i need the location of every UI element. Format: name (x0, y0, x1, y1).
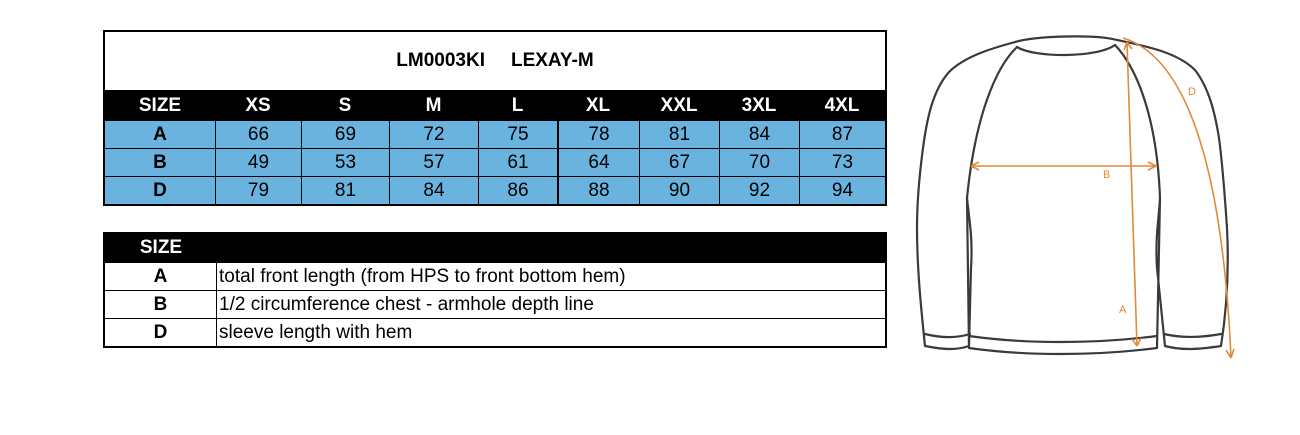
measurement-legend (103, 232, 887, 348)
table-cell: 66 (215, 121, 301, 148)
table-cell: 72 (389, 121, 478, 148)
legend-header-label: SIZE (139, 237, 183, 258)
size-header-m: M (425, 94, 442, 116)
table-cell: 61 (478, 149, 557, 176)
legend-description: 1/2 circumference chest - armhole depth line (219, 293, 594, 315)
table-row (105, 120, 885, 148)
table-cell: 70 (719, 149, 799, 176)
legend-description: total front length (from HPS to front bottom hem) (219, 265, 626, 287)
list-item (105, 318, 885, 346)
dimension-label-a: A (1119, 304, 1127, 316)
size-header-xxl: XXL (660, 94, 698, 116)
table-cell: 81 (639, 121, 719, 148)
table-cell: 57 (389, 149, 478, 176)
list-item (105, 290, 885, 318)
size-header-s: S (338, 94, 352, 116)
table-cell: 67 (639, 149, 719, 176)
table-cell: 94 (799, 177, 885, 204)
row-label: A (153, 123, 167, 145)
size-header-xs: XS (245, 94, 271, 116)
size-header-l: L (511, 94, 524, 116)
size-corner-label: SIZE (138, 94, 182, 116)
table-cell: 81 (301, 177, 389, 204)
dimension-label-d: D (1188, 86, 1196, 98)
table-cell: 69 (301, 121, 389, 148)
table-title (105, 32, 885, 91)
table-cell: 79 (215, 177, 301, 204)
table-cell: 84 (389, 177, 478, 204)
legend-key: D (105, 319, 217, 346)
list-item (105, 262, 885, 290)
table-cell: 75 (478, 121, 557, 148)
table-cell: 92 (719, 177, 799, 204)
table-cell: 86 (478, 177, 557, 204)
table-cell: 53 (301, 149, 389, 176)
long-sleeve-shirt-icon (917, 36, 1228, 354)
row-label: B (153, 151, 167, 173)
size-header-row (105, 91, 885, 120)
size-chart-table (103, 30, 887, 206)
table-cell: 87 (799, 121, 885, 148)
table-row (105, 148, 885, 176)
garment-measurement-diagram (905, 28, 1245, 373)
table-cell: 90 (639, 177, 719, 204)
table-cell: 73 (799, 149, 885, 176)
product-code: LM0003KI (396, 50, 485, 71)
legend-key: B (105, 291, 217, 318)
table-row (105, 176, 885, 204)
table-cell: 78 (557, 121, 639, 148)
row-label: D (153, 179, 167, 201)
product-model: LEXAY-M (510, 50, 594, 71)
table-cell: 64 (557, 149, 639, 176)
size-header-4xl: 4XL (824, 94, 860, 116)
dimension-label-b: B (1103, 169, 1111, 181)
table-cell: 84 (719, 121, 799, 148)
table-cell: 49 (215, 149, 301, 176)
legend-header (105, 234, 885, 262)
size-header-xl: XL (585, 94, 611, 116)
legend-description: sleeve length with hem (219, 321, 413, 343)
table-cell: 88 (557, 177, 639, 204)
legend-key: A (105, 263, 217, 290)
size-header-3xl: 3XL (741, 94, 777, 116)
length-measure-line (1127, 42, 1137, 346)
